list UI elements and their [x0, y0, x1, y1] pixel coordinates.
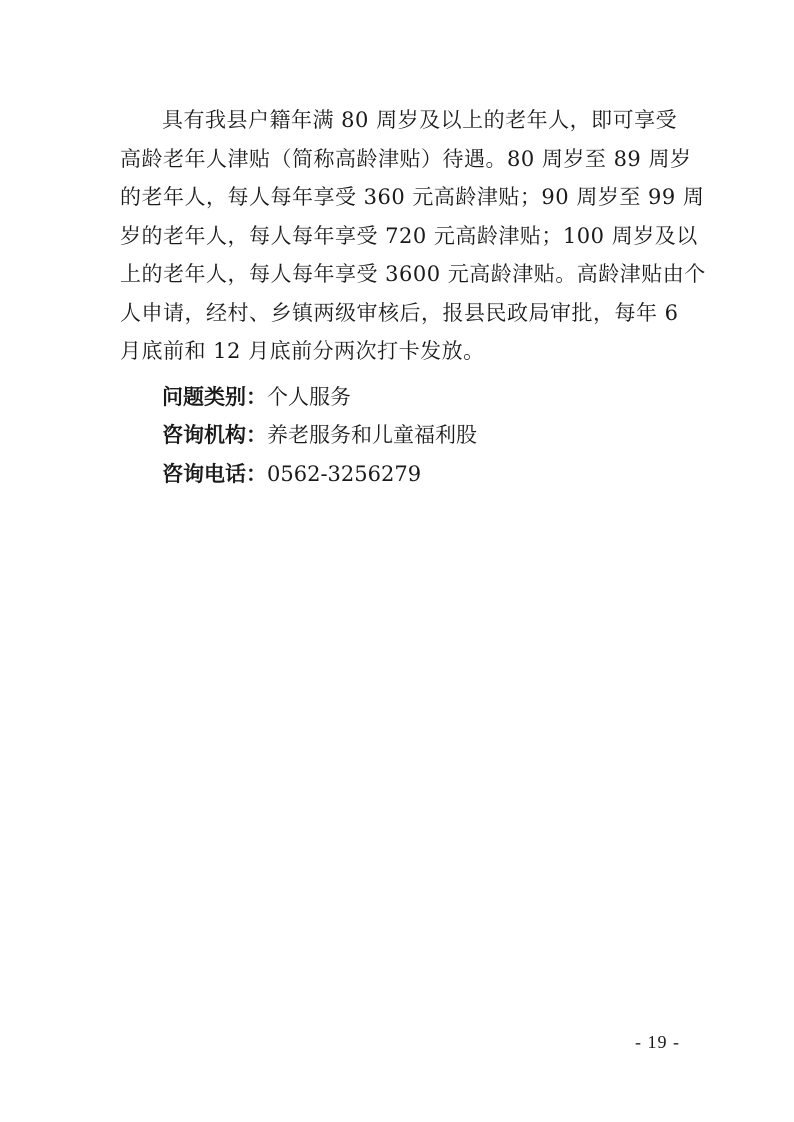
paragraph-line: 月底前和 12 月底前分两次打卡发放。 — [120, 339, 485, 363]
agency-label: 咨询机构： — [162, 423, 267, 447]
page-number: - 19 - — [635, 1032, 680, 1052]
phone-label: 咨询电话： — [162, 462, 267, 486]
paragraph-line: 具有我县户籍年满 80 周岁及以上的老年人，即可享受 — [162, 108, 678, 132]
paragraph-line: 上的老年人，每人每年享受 3600 元高龄津贴。高龄津贴由个 — [120, 262, 706, 286]
agency-row — [162, 416, 682, 455]
category-label: 问题类别： — [162, 385, 267, 409]
paragraph-line: 的老年人，每人每年享受 360 元高龄津贴；90 周岁至 99 周 — [120, 185, 705, 209]
paragraph-line: 高龄老年人津贴（简称高龄津贴）待遇。80 周岁至 89 周岁 — [120, 146, 692, 171]
category-row — [162, 378, 682, 417]
category-value: 个人服务 — [267, 385, 351, 409]
phone-value: 0562-3256279 — [267, 462, 422, 486]
paragraph-line: 人申请，经村、乡镇两级审核后，报县民政局审批，每年 6 — [120, 300, 679, 325]
agency-value: 养老服务和儿童福利股 — [267, 423, 477, 447]
paragraph-line: 岁的老年人，每人每年享受 720 元高龄津贴；100 周岁及以 — [120, 223, 698, 248]
policy-paragraph — [120, 101, 706, 371]
phone-row — [162, 455, 682, 494]
